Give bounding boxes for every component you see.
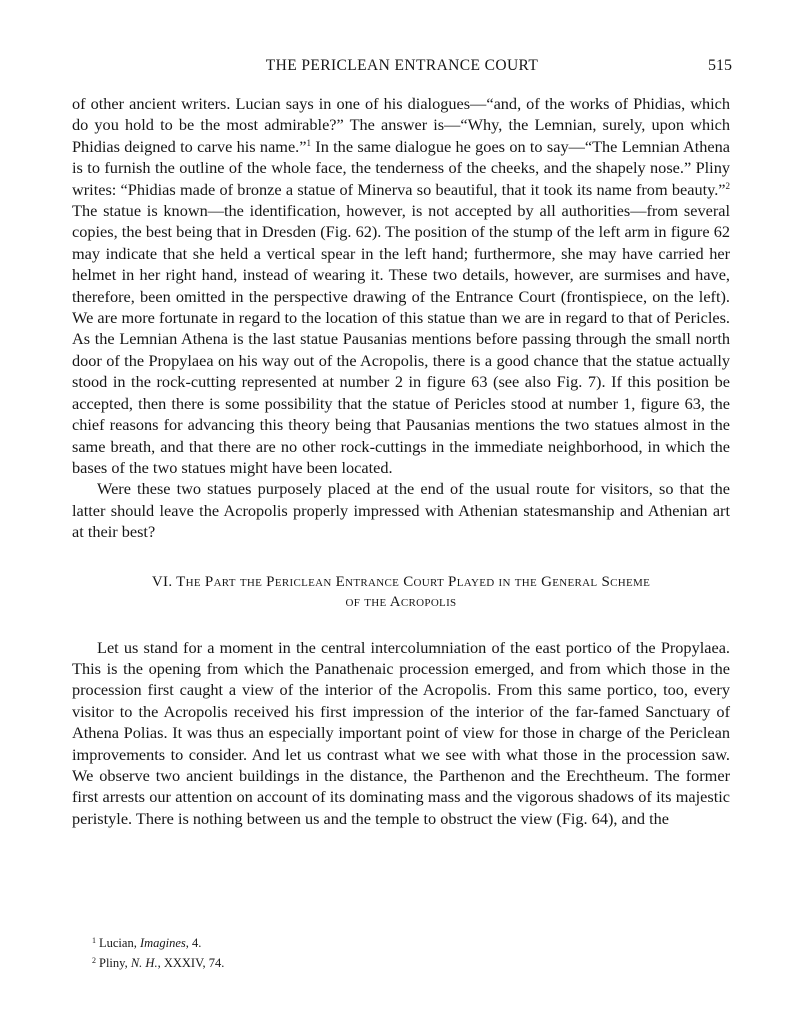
footnote-text: , 4. (185, 936, 202, 950)
footnotes (92, 932, 224, 972)
footnote-mark: 2 (92, 956, 96, 965)
footnote-text: , XXXIV, 74. (157, 956, 225, 970)
page-body (72, 93, 730, 829)
footnote-title: N. H. (130, 956, 158, 970)
section-heading-line-1: VI. The Part the Periclean Entrance Court Played in the General Scheme (151, 573, 651, 590)
running-header (72, 57, 732, 79)
footnote-text: Lucian, (99, 936, 140, 950)
paragraph-text: of other ancient writers. Lucian says in one of his dialogues—“and, of the works of Phidias, which do you hold to be the most admirable?” The answer is—“Why, the Lemnian, surely, upon which Phidias deigned to carve his name.” (72, 94, 730, 156)
footnote-mark: 1 (92, 936, 96, 945)
paragraph-text: The statue is known—the identification, however, is not accepted by all authorities—from several copies, the best being that in Dresden (Fig. 62). The position of the stump of the left arm in figure 62 may indicate that she held a vertical spear in the left hand; furthermore, she may have carried her helmet in her right hand, instead of wearing it. These two details, however, are surmises and have, therefore, been omitted in the perspective drawing of the Entrance Court (frontispiece, on the left). We are more fortunate in regard to the location of this statue than we are in regard to that of Pericles. As the Lemnian Athena is the last statue Pausanias mentions before passing through the small north door of the Propylaea on his way out of the Acropolis, there is a good chance that the statue actually stood in the rock-cutting represented at number 2 in figure 63 (see also Fig. 7). If this position be accepted, then there is some possibility that the statue of Pericles stood at number 1, figure 63, the chief reasons for advancing this theory being that Pausanias mentions the two statues almost in the same breath, and that there are no other rock-cuttings in the immediate neighborhood, in which the bases of the two statues might have been located. (72, 201, 730, 477)
footnote-ref-2: 2 (725, 180, 730, 191)
paragraph-text: In the same dialogue he goes on to say—“The Lemnian Athena is to furnish the outline of the whole face, the tenderness of the cheeks, and the shapely nose.” Pliny writes: “Phidias made of bronze a statue of Minerva so beautiful, that it took its name from beauty.” (72, 136, 730, 199)
footnote-title: Imagines (139, 936, 186, 950)
footnote-ref-1: 1 (306, 137, 311, 148)
footnote-2 (92, 952, 224, 972)
page-number: 515 (708, 57, 732, 74)
paragraph-propylaea-view: Let us stand for a moment in the central intercolumniation of the east portico of the Propylaea. This is the opening from which the Panathenaic procession emerged, and from which those in the procession first caught a view of the interior of the Acropolis. From this same portico, too, every visitor to the Acropolis received his first impression of the interior of the far-famed Sanctuary of Athena Polias. It was thus an especially important point of view for those in charge of the Periclean improvements to consider. And let us contrast what we see with what those in the procession saw. We observe two ancient buildings in the distance, the Parthenon and the Erechtheum. The former first arrests our attention on account of its dominating mass and the vigorous shadows of its majestic peristyle. There is nothing between us and the temple to obstruct the view (Fig. 64), and the (72, 637, 730, 828)
paragraph-lemnian-athena (72, 93, 730, 478)
paragraph-statues-question: Were these two statues purposely placed at the end of the usual route for visitors, so that the latter should leave the Acropolis properly impressed with Athenian statesmanship and Athenian art at their best? (72, 479, 730, 542)
section-heading-line-2: of the Acropolis (345, 593, 457, 610)
section-heading (72, 572, 730, 612)
footnote-text: Pliny, (99, 956, 131, 970)
running-title: THE PERICLEAN ENTRANCE COURT (265, 57, 539, 74)
footnote-1 (92, 932, 224, 952)
